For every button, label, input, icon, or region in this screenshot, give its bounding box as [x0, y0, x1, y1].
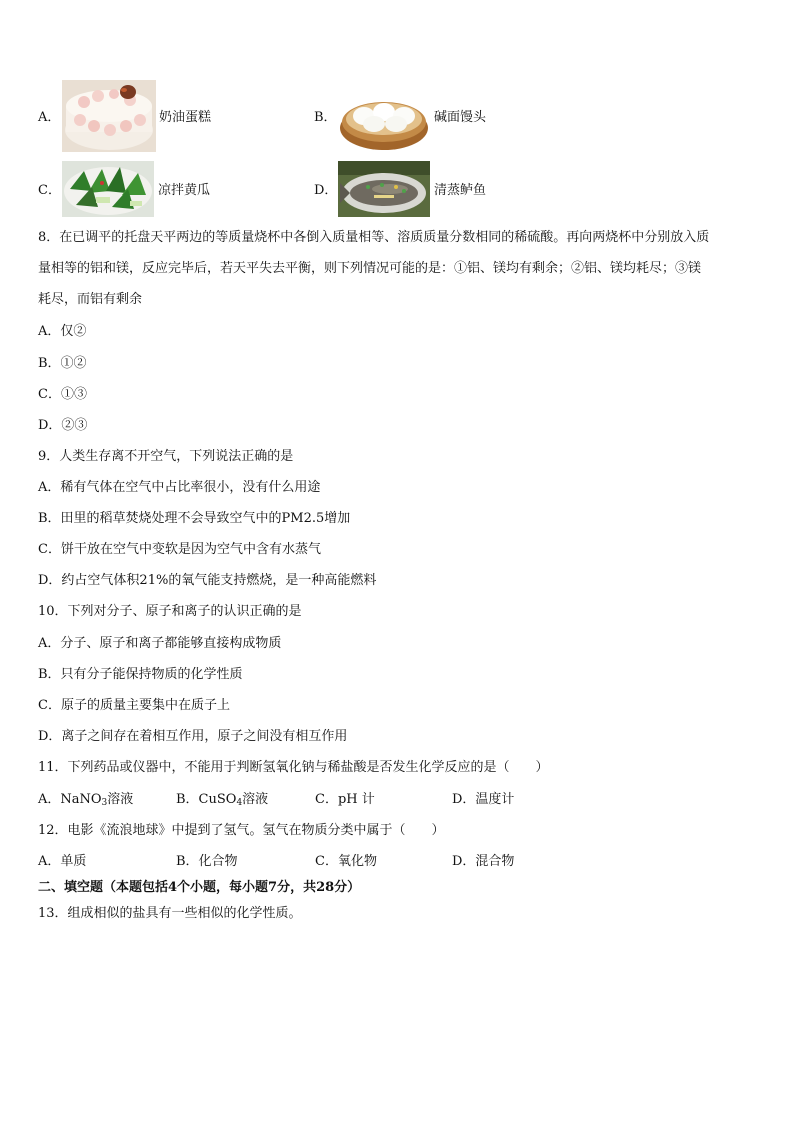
section-2-heading: 二、填空题（本题包括4个小题，每小题7分，共28分） [38, 880, 361, 895]
q11-option-a-prefix: A．NaNO [38, 792, 102, 807]
steamed-buns-photo-icon [338, 86, 430, 152]
q13-stem: 13．组成相似的盐具有一些相似的化学性质。 [38, 906, 302, 921]
q11-option-b-subscript: 4 [236, 798, 243, 808]
q8-stem-line-2: 量相等的铝和镁，反应完毕后，若天平失去平衡，则下列情况可能的是：①铝、镁均有剩余；②铝、镁均耗尽；③镁 [38, 261, 702, 276]
q8-option-d[interactable]: D．②③ [38, 418, 88, 433]
q10-stem: 10．下列对分子、原子和离子的认识正确的是 [38, 604, 302, 619]
q11-option-b-suffix: 溶液 [242, 792, 269, 807]
q12-option-d[interactable]: D．混合物 [452, 854, 515, 869]
q11-option-a-suffix: 溶液 [107, 792, 134, 807]
q10-option-a[interactable]: A．分子、原子和离子都能够直接构成物质 [38, 636, 282, 651]
q12-option-c[interactable]: C．氧化物 [315, 854, 377, 869]
q9-option-b[interactable]: B．田里的稻草焚烧处理不会导致空气中的PM2.5增加 [38, 511, 351, 526]
q10-option-c[interactable]: C．原子的质量主要集中在质子上 [38, 698, 230, 713]
q10-option-b[interactable]: B．只有分子能保持物质的化学性质 [38, 667, 243, 682]
cake-photo-icon [62, 80, 156, 152]
option-d-letter: D． [314, 183, 338, 198]
q9-option-d[interactable]: D．约占空气体积21%的氧气能支持燃烧，是一种高能燃料 [38, 573, 377, 588]
q12-option-a[interactable]: A．单质 [38, 854, 87, 869]
steamed-fish-photo-icon [338, 161, 430, 217]
q9-option-a[interactable]: A．稀有气体在空气中占比率很小，没有什么用途 [38, 480, 321, 495]
option-b-letter: B． [314, 110, 337, 125]
q11-option-b[interactable] [176, 793, 268, 806]
q11-stem: 11．下列药品或仪器中，不能用于判断氢氧化钠与稀盐酸是否发生化学反应的是（ ） [38, 760, 549, 775]
q12-stem: 12．电影《流浪地球》中提到了氢气。氢气在物质分类中属于（ ） [38, 823, 445, 838]
q9-stem: 9．人类生存离不开空气，下列说法正确的是 [38, 449, 294, 464]
option-b-label: 碱面馒头 [434, 110, 487, 125]
q8-option-b[interactable]: B．①② [38, 356, 87, 371]
q11-option-c[interactable]: C．pH 计 [315, 792, 375, 807]
q11-option-a[interactable] [38, 793, 133, 806]
option-c-letter: C． [38, 183, 61, 198]
q10-option-d[interactable]: D．离子之间存在着相互作用，原子之间没有相互作用 [38, 729, 348, 744]
q11-option-b-prefix: B．CuSO [176, 792, 237, 807]
option-d-label: 清蒸鲈鱼 [434, 183, 487, 198]
q11-option-d[interactable]: D．温度计 [452, 792, 515, 807]
cucumber-salad-photo-icon [62, 161, 154, 217]
q8-stem-line-1: 8．在已调平的托盘天平两边的等质量烧杯中各倒入质量相等、溶质质量分数相同的稀硫酸。再向两烧杯中分别放入质 [38, 230, 710, 245]
q11-option-a-subscript: 3 [101, 798, 108, 808]
option-c-label: 凉拌黄瓜 [158, 183, 211, 198]
q8-option-c[interactable]: C．①③ [38, 387, 87, 402]
option-a-label: 奶油蛋糕 [159, 110, 212, 125]
q8-option-a[interactable]: A．仅② [38, 324, 87, 339]
q12-option-b[interactable]: B．化合物 [176, 854, 238, 869]
q9-option-c[interactable]: C．饼干放在空气中变软是因为空气中含有水蒸气 [38, 542, 321, 557]
q8-stem-line-3: 耗尽，而铝有剩余 [38, 292, 143, 307]
option-a-letter: A． [38, 110, 61, 125]
